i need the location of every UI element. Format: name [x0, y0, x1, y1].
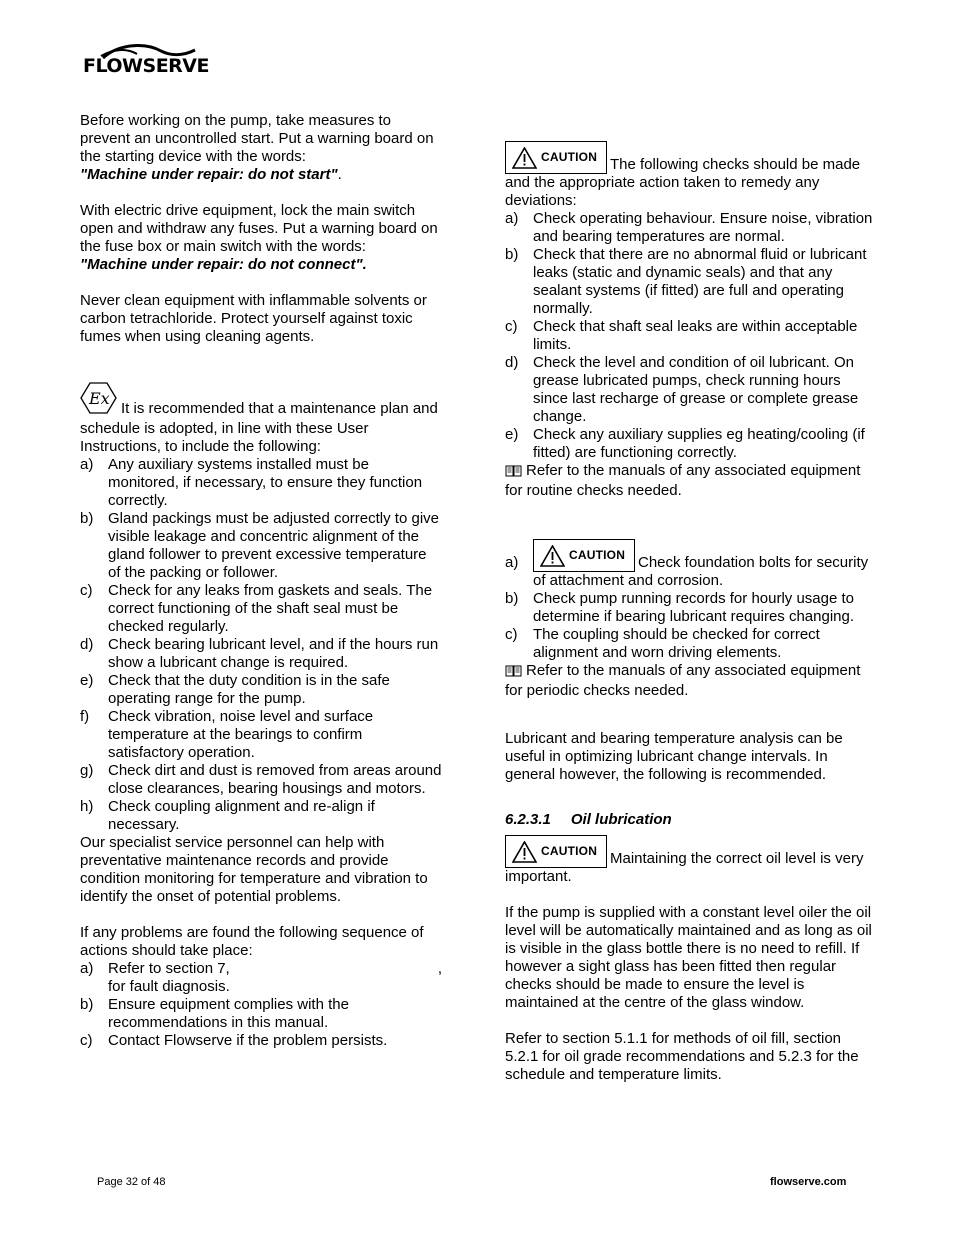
cleaning-warning-text: Never clean equipment with inflammable solvents or carbon tetrachloride. Protect yourself against toxic fumes when using cleaning agents.	[80, 292, 427, 345]
problems-list	[80, 960, 442, 1050]
oil-fill-reference-text: Refer to section 5.1.1 for methods of oil fill, section 5.2.1 for oil grade recommendations and 5.2.3 for the schedule and temperature limits.	[505, 1030, 859, 1083]
book-reference-icon	[505, 464, 522, 482]
list-item: c) The coupling should be checked for correct alignment and worn driving elements.	[505, 626, 820, 661]
electric-warning-text: With electric drive equipment, lock the main switch open and withdraw any fuses. Put a warning board on the fuse box or main switch with the words: "Machine under repair: do not connect".	[80, 202, 438, 273]
maintenance-plan-list	[80, 456, 442, 834]
list-item: b) Gland packings must be adjusted correctly to give visible leakage and concentric alignment of the gland follower to prevent excessive temperature of the packing or follower.	[80, 510, 440, 581]
caution-sign: CAUTION	[505, 835, 607, 868]
service-personnel-text: Our specialist service personnel can help with preventative maintenance records and provide condition monitoring for temperature and vibration to identify the onset of potential problems.	[80, 834, 428, 905]
ex-atex-icon	[80, 382, 117, 420]
list-item: d) Check bearing lubricant level, and if the hours run show a lubricant change is required.	[80, 636, 439, 671]
periodic-checks-reference: Refer to the manuals of any associated equipment for periodic checks needed.	[505, 662, 861, 699]
list-item: b) Check that there are no abnormal fluid or lubricant leaks (static and dynamic seals) and that any sealant systems (if fitted) are full and operating normally.	[505, 246, 867, 317]
list-item: c) Contact Flowserve if the problem persists.	[80, 1032, 388, 1049]
start-warning-quote: "Machine under repair: do not start"	[80, 166, 338, 183]
lubricant-analysis-text: Lubricant and bearing temperature analysis can be useful in optimizing lubricant change intervals. In general however, the following is recommended.	[505, 730, 843, 783]
right-column	[505, 141, 875, 1084]
start-warning-text: Before working on the pump, take measures to prevent an uncontrolled start. Put a warning board on the starting device with the words: "Machine under repair: do not start".	[80, 112, 434, 183]
list-item: a) Any auxiliary systems installed must be monitored, if necessary, to ensure they function correctly.	[80, 456, 423, 509]
routine-checks-intro: CAUTION The following checks should be made and the appropriate action taken to remedy any deviations:	[505, 141, 875, 210]
list-item: c) Check that shaft seal leaks are within acceptable limits.	[505, 318, 858, 353]
list-item: d) Check the level and condition of oil lubricant. On grease lubricated pumps, check running hours since last recharge of grease or complete grease change.	[505, 354, 859, 425]
periodic-checks-list	[505, 590, 875, 662]
caution-sign: CAUTION	[533, 539, 635, 572]
maintenance-plan-intro: Ex It is recommended that a maintenance plan and schedule is adopted, in line with these User Instructions, to include the following:	[80, 382, 442, 456]
problems-intro: If any problems are found the following sequence of actions should take place:	[80, 924, 424, 959]
list-item: a) CAUTION Check foundation bolts for security of attachment and corrosion.	[505, 539, 875, 590]
list-item: b) Ensure equipment complies with the recommendations in this manual.	[80, 996, 349, 1031]
list-item: a) Check operating behaviour. Ensure noise, vibration and bearing temperatures are normal.	[505, 210, 873, 245]
caution-sign: CAUTION	[505, 141, 607, 174]
oil-level-caution: CAUTION Maintaining the correct oil level is very important.	[505, 835, 875, 886]
left-column	[80, 112, 442, 1050]
constant-level-oiler-text: If the pump is supplied with a constant level oiler the oil level will be automatically maintained and as long as oil is visible in the glass bottle there is no need to refill. If however a sight glass has been fitted then regular checks should be made to ensure the level is maintained at the centre of the glass window.	[505, 904, 872, 1011]
book-reference-icon	[505, 664, 522, 682]
routine-checks-list	[505, 210, 875, 462]
list-item: g) Check dirt and dust is removed from areas around close clearances, bearing housings and motors.	[80, 762, 442, 797]
warning-triangle-icon	[540, 545, 565, 567]
connect-warning-quote: "Machine under repair: do not connect".	[80, 256, 367, 273]
warning-triangle-icon	[512, 841, 537, 863]
list-item: b) Check pump running records for hourly usage to determine if bearing lubricant requires changing.	[505, 590, 855, 625]
list-item: e) Check that the duty condition is in the safe operating range for the pump.	[80, 672, 390, 707]
routine-checks-reference: Refer to the manuals of any associated equipment for routine checks needed.	[505, 462, 861, 499]
warning-triangle-icon	[512, 147, 537, 169]
oil-lubrication-heading: 6.2.3.1 Oil lubrication	[505, 811, 672, 828]
logo-text: FLOWSERVE	[83, 55, 209, 77]
flowserve-logo	[83, 42, 209, 82]
list-item: c) Check for any leaks from gaskets and seals. The correct functioning of the shaft seal must be checked regularly.	[80, 582, 433, 635]
svg-text:Ex: Ex	[89, 389, 110, 408]
list-item: a) Refer to section 7, , for fault diagnosis.	[80, 960, 442, 995]
list-item: f) Check vibration, noise level and surface temperature at the bearings to confirm satisfactory operation.	[80, 708, 374, 761]
footer-website: flowserve.com	[770, 1176, 847, 1188]
list-item: e) Check any auxiliary supplies eg heating/cooling (if fitted) are functioning correctly.	[505, 426, 865, 461]
list-item: h) Check coupling alignment and re-align if necessary.	[80, 798, 375, 833]
page-number: Page 32 of 48	[97, 1176, 166, 1188]
